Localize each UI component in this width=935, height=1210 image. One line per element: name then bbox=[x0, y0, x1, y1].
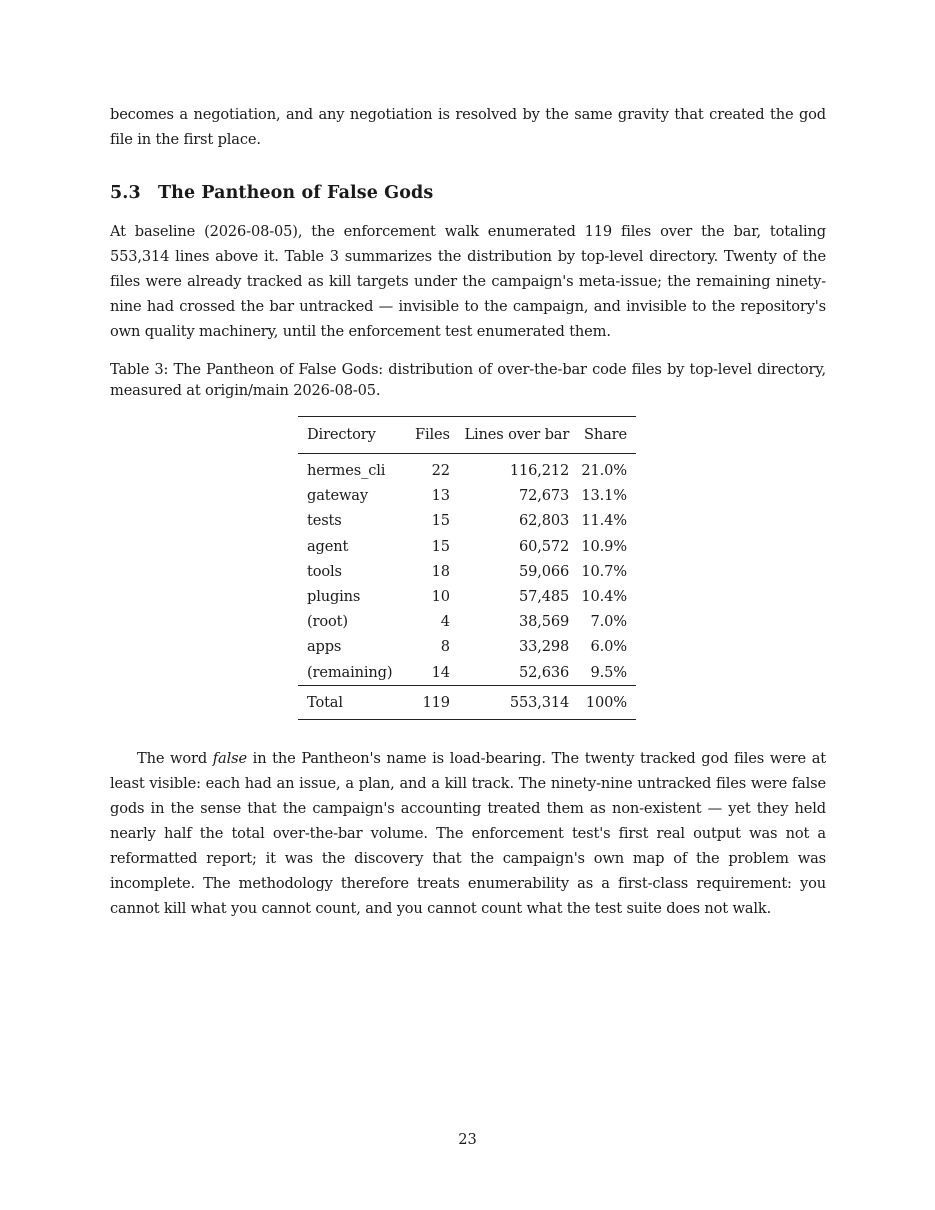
paragraph-1: At baseline (2026-08-05), the enforcement walk enumerated 119 files over the bar, totaling 553,314 lines above it. Table 3 summarizes the distribution by top-level directory. Twenty of the files were already tracked as kill targets under the campaign's meta-issue; the remaining ninety-nine had crossed the bar untracked — invisible to the campaign, and invisible to the repository's own quality machinery, until the enforcement test enumerated them. bbox=[110, 223, 826, 340]
cell-directory: apps bbox=[307, 638, 342, 656]
cell-directory: agent bbox=[307, 537, 349, 555]
cell-lines: 59,066 bbox=[519, 562, 570, 580]
cell-lines: 60,572 bbox=[519, 537, 570, 555]
table-row bbox=[298, 508, 636, 533]
table-row bbox=[298, 660, 636, 686]
cell-files: 8 bbox=[440, 638, 450, 656]
cell-files: 4 bbox=[440, 613, 450, 631]
cell-lines: 57,485 bbox=[519, 588, 570, 606]
cell-files: 15 bbox=[431, 512, 450, 530]
cell-directory: (root) bbox=[307, 613, 348, 631]
cell-directory: tools bbox=[307, 562, 342, 580]
table-header-row bbox=[298, 417, 636, 454]
table-total-row bbox=[298, 685, 636, 719]
cell-lines: 72,673 bbox=[519, 487, 570, 505]
cell-directory: tests bbox=[307, 512, 342, 530]
cell-directory: gateway bbox=[307, 487, 368, 505]
paragraph-2-lead: The word bbox=[137, 750, 213, 767]
cell-share: 11.4% bbox=[581, 512, 627, 530]
header-directory: Directory bbox=[307, 426, 376, 443]
total-label: Total bbox=[307, 693, 343, 711]
table-caption: Table 3: The Pantheon of False Gods: distribution of over-the-bar code files by top-level directory, measured at origin/main 2026-08-05. bbox=[110, 361, 826, 399]
header-lines: Lines over bar bbox=[464, 426, 570, 443]
cell-share: 13.1% bbox=[581, 487, 627, 505]
cell-lines: 33,298 bbox=[519, 638, 570, 656]
section-heading bbox=[110, 183, 433, 203]
cell-files: 10 bbox=[431, 588, 450, 606]
cell-share: 21.0% bbox=[581, 462, 627, 479]
table-row bbox=[298, 534, 636, 559]
total-files: 119 bbox=[422, 693, 450, 711]
cell-share: 7.0% bbox=[590, 613, 627, 631]
cell-files: 14 bbox=[431, 663, 450, 681]
paragraph-2-emphasis: false bbox=[212, 750, 247, 767]
intro-paragraph: becomes a negotiation, and any negotiation is resolved by the same gravity that created the god file in the first place. bbox=[110, 106, 826, 148]
distribution-table bbox=[298, 416, 636, 720]
cell-directory: hermes_cli bbox=[307, 462, 386, 479]
cell-share: 9.5% bbox=[590, 663, 627, 681]
total-share: 100% bbox=[585, 693, 627, 711]
cell-files: 15 bbox=[431, 537, 450, 555]
cell-directory: (remaining) bbox=[307, 663, 393, 681]
table-row bbox=[298, 584, 636, 609]
total-lines: 553,314 bbox=[509, 693, 570, 711]
cell-share: 10.9% bbox=[581, 537, 627, 555]
cell-lines: 52,636 bbox=[519, 663, 570, 681]
section-number: 5.3 bbox=[110, 183, 141, 203]
cell-lines: 38,569 bbox=[519, 613, 570, 631]
cell-files: 22 bbox=[431, 462, 450, 479]
cell-directory: plugins bbox=[307, 588, 361, 606]
table-row bbox=[298, 634, 636, 659]
cell-lines: 116,212 bbox=[509, 462, 570, 479]
table-row bbox=[298, 609, 636, 634]
cell-share: 10.7% bbox=[581, 562, 627, 580]
cell-share: 6.0% bbox=[590, 638, 627, 656]
header-files: Files bbox=[415, 426, 450, 443]
cell-lines: 62,803 bbox=[519, 512, 570, 530]
table-row bbox=[298, 559, 636, 584]
paragraph-2-rest: in the Pantheon's name is load-bearing. The twenty tracked god files were at least visible: each had an issue, a plan, and a kill track. The ninety-nine untracked files were false gods in the sense that the campaign's accounting treated them as non-existent — yet they held nearly half the total over-the-bar volume. The enforcement test's first real output was not a reformatted report; it was the discovery that the campaign's own map of the problem was incomplete. The methodology therefore treats enumerability as a first-class requirement: you cannot kill what you cannot count, and you cannot count what the test suite does not walk. bbox=[110, 750, 826, 917]
table-row bbox=[298, 483, 636, 508]
paragraph-2 bbox=[110, 746, 826, 921]
cell-share: 10.4% bbox=[581, 588, 627, 606]
section-title: The Pantheon of False Gods bbox=[158, 183, 434, 203]
cell-files: 18 bbox=[431, 562, 450, 580]
cell-files: 13 bbox=[431, 487, 450, 505]
table-row bbox=[298, 454, 636, 484]
page-number: 23 bbox=[458, 1131, 477, 1148]
header-share: Share bbox=[584, 426, 627, 443]
